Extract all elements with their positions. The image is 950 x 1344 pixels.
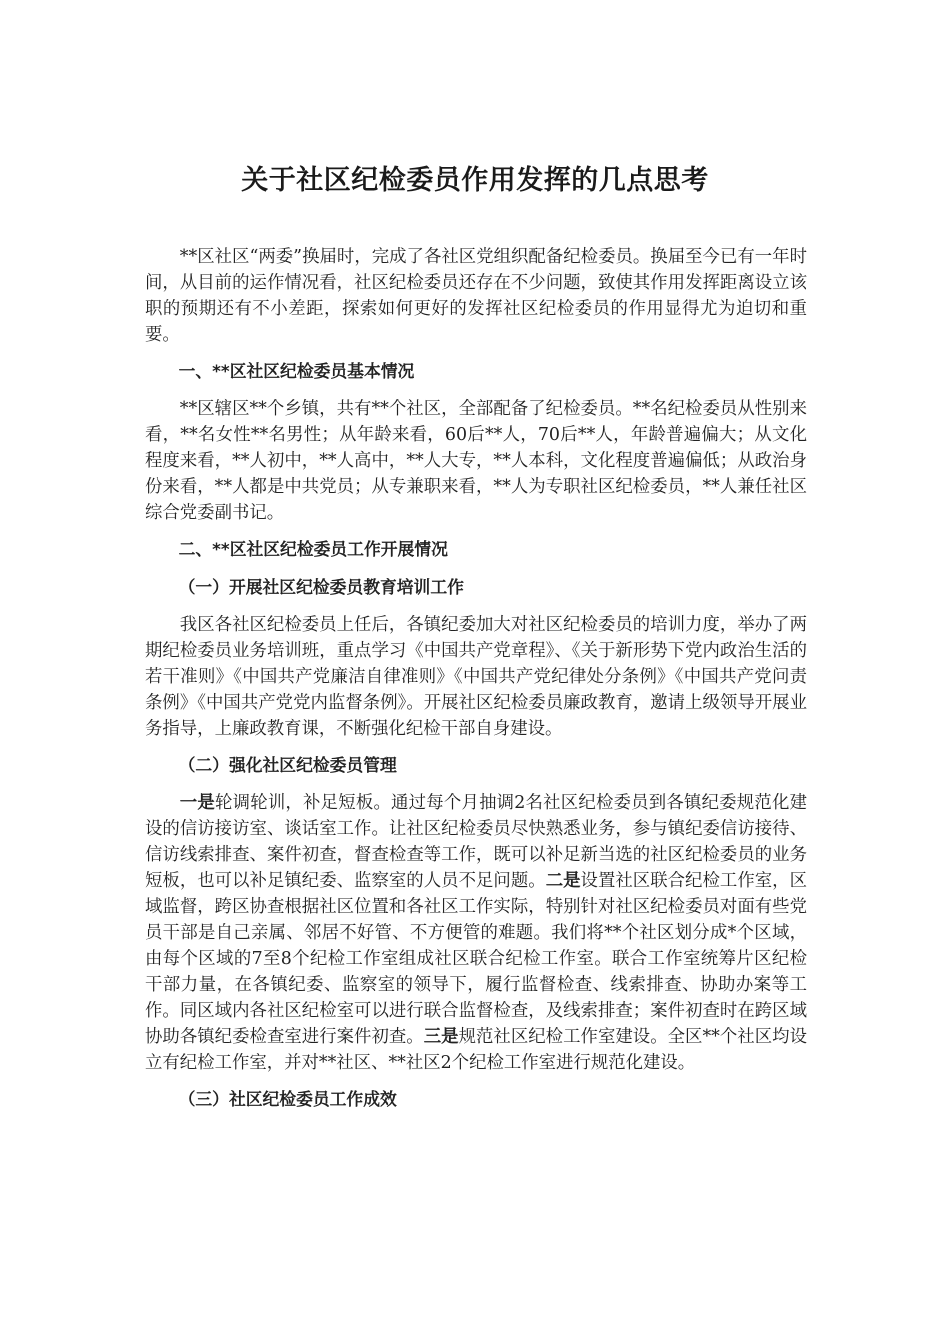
section-1-paragraph: **区辖区**个乡镇，共有**个社区，全部配备了纪检委员。**名纪检委员从性别来看，**名女性**名男性；从年龄来看，60后**人，70后**人，年龄普遍偏大；从文化程度来看，**人初中，**人高中，**人大专，**人本科，文化程度普遍偏低；从政治身份来看，**人都是中共党员；从专兼职来看，**人为专职社区纪检委员，**人兼任社区综合党委副书记。 [145, 399, 807, 523]
item-3-text: 规范社区纪检工作室建设。全区**个社区均设立有纪检工作室，并对**社区、**社区2个纪检工作室进行规范化建设。 [145, 1027, 807, 1073]
subsection-1-heading: （一）开展社区纪检委员教育培训工作 [178, 577, 464, 597]
subsection-2-heading: （二）强化社区纪检委员管理 [178, 755, 397, 775]
section-2-heading: 二、**区社区纪检委员工作开展情况 [178, 539, 448, 559]
intro-paragraph: **区社区“两委”换届时，完成了各社区党组织配备纪检委员。换届至今已有一年时间，从目前的运作情况看，社区纪检委员还存在不少问题，致使其作用发挥距离设立该职的预期还有不小差距，探索如何更好的发挥社区纪检委员的作用显得尤为迫切和重要。 [145, 247, 807, 345]
keyword-third: 三是 [423, 1027, 459, 1047]
keyword-first: 一是 [179, 793, 216, 813]
subsection-1-paragraph: 我区各社区纪检委员上任后，各镇纪委加大对社区纪检委员的培训力度，举办了两期纪检委员业务培训班，重点学习《中国共产党章程》、《关于新形势下党内政治生活的若干准则》《中国共产党廉洁自律准则》《中国共产党纪律处分条例》《中国共产党问责条例》《中国共产党党内监督条例》。开展社区纪检委员廉政教育，邀请上级领导开展业务指导，上廉政教育课，不断强化纪检干部自身建设。 [145, 615, 807, 739]
keyword-second: 二是 [545, 871, 581, 891]
subsection-2-paragraph [145, 790, 807, 1076]
document-title: 关于社区纪检委员作用发挥的几点思考 [241, 165, 709, 196]
item-1-text: 轮调轮训，补足短板。通过每个月抽调2名社区纪检委员到各镇纪委规范化建设的信访接访室、谈话室工作。让社区纪检委员尽快熟悉业务，参与镇纪委信访接待、信访线索排查、案件初查，督查检查等工作，既可以补足新当选的社区纪检委员的业务短板，也可以补足镇纪委、监察室的人员不足问题。 [145, 793, 807, 891]
document-body [145, 244, 807, 1124]
section-1-heading: 一、**区社区纪检委员基本情况 [178, 361, 415, 381]
item-2-text: 设置社区联合纪检工作室，区域监督，跨区协查根据社区位置和各社区工作实际，特别针对社区纪检委员对面有些党员干部是自己亲属、邻居不好管、不方便管的难题。我们将**个社区划分成*个区域，由每个区域的7至8个纪检工作室组成社区联合纪检工作室。联合工作室统筹片区纪检干部力量，在各镇纪委、监察室的领导下，履行监督检查、线索排查、协助办案等工作。同区域内各社区纪检室可以进行联合监督检查，及线索排查；案件初查时在跨区域协助各镇纪委检查室进行案件初查。 [145, 871, 807, 1047]
subsection-3-heading: （三）社区纪检委员工作成效 [178, 1089, 397, 1109]
